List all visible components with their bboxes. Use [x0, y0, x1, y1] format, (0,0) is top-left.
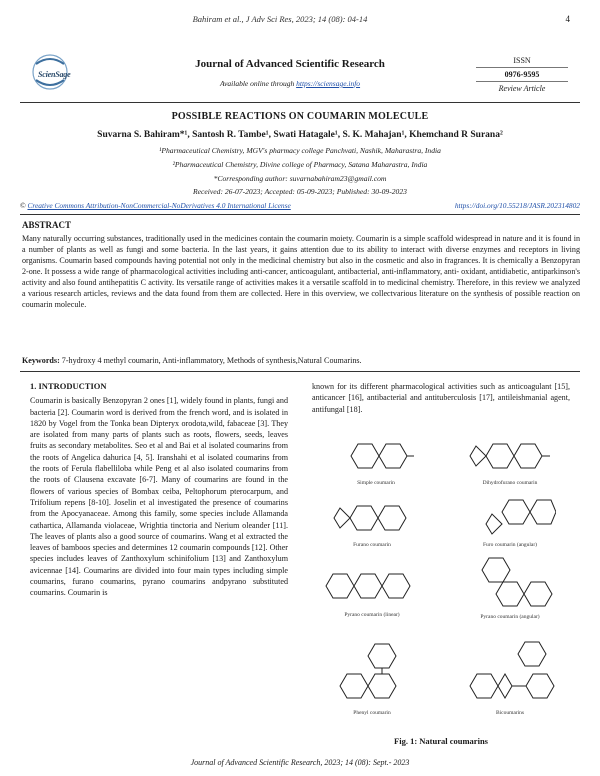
license-row: [20, 201, 580, 210]
article-dates: Received: 26-07-2023; Accepted: 05-09-2023; Published: 30-09-2023: [193, 187, 407, 196]
introduction-column: [30, 381, 288, 599]
license-link[interactable]: Creative Commons Attribution-NonCommercial-NoDerivatives 4.0 International License: [27, 201, 291, 210]
right-column-text: [312, 381, 570, 415]
availability-prefix: Available online through: [219, 79, 297, 88]
abstract-bottom-divider: [20, 371, 580, 372]
bicoumarin-structure: [462, 632, 562, 706]
corresponding-author: *Corresponding author: suvarnabahiram23@gmail.com: [213, 174, 387, 183]
author-list: Suvarna S. Bahiram*¹, Santosh R. Tambe¹, Swati Hatagale¹, S. K. Mahajan¹, Khemchand R Surana²: [97, 130, 503, 140]
simple-coumarin-structure: [336, 436, 416, 476]
keywords-text: 7-hydroxy 4 methyl coumarin, Anti-inflammatory, Methods of synthesis,Natural Coumarins.: [59, 356, 362, 365]
header-divider: [20, 102, 580, 103]
abstract-heading: ABSTRACT: [22, 220, 72, 230]
keywords-label: Keywords:: [22, 356, 60, 365]
dihydrofurano-coumarin-structure: [462, 436, 558, 476]
issn-label: ISSN: [476, 54, 568, 68]
availability-line: [110, 79, 470, 88]
natural-coumarins-figure: [312, 432, 570, 724]
phenyl-coumarin-structure: [328, 642, 418, 706]
keywords-line: [22, 356, 580, 365]
section-heading: 1. INTRODUCTION: [30, 381, 107, 391]
intro-continuation: known for its different pharmacological activities such as anticoagulant [15], anticancer [16], antibacterial and antituberculosis [17], antileishmanial agent, antifungal [18].: [312, 382, 570, 414]
intro-paragraph: Coumarin is basically Benzopyran 2 ones [1], widely found in plants, fungi and bacteria [2]. Coumarin word is derived from the french word, and is isolated in 1820 by Vogel from the Tonka bean Dipteryx orodota,wild, fabaceae [3]. They are isolated from many parts of plants such as roots, flowers, seeds, leaves fruits as secondary metabolites. Seo et al and Bai et al isolated coumarins from the roots of Angelica dahurica [4, 5]. Iranshahi et al isolated coumarins from the roots of Ferula flabelliloba while Peng et al also isolated coumarins from the roots of Clausena excavate [6-7]. Many of coumarins are found in the flowers of various species of Bombax ceiba, Peltophorum pterocarpum, and Trifolium repens [8-10]. Joselin et al investigated the presence of coumarins from the Apocyanaceae. Among this family, some species include Allamanda cathartica, Allamanda violaceae, Wrightia tinctoria and Nerium oleander [11]. The leaves of plants also a good source of coumarins. Wang et al extracted the leaves of bamboos species and determines 12 coumarin compounds [12]. Other species includes leaves of Zanthoxylum schinifolium [13] and Zanthoxylum avicennae [14]. Coumarins are divided into four main types including simple coumarins, furano coumarins, pyrano coumarins andpyrano substituted coumarins. Coumarin is: [30, 396, 288, 598]
affiliation-2: ²Pharmaceutical Chemistry, Divine college of Pharmacy, Satana Maharastra, India: [172, 160, 428, 169]
label-furo-coumarin-angular: Furo coumarin (angular): [482, 542, 538, 548]
label-dihydrofurano-coumarin: Dihydrofurano coumarin: [482, 480, 538, 486]
pyrano-coumarin-linear-structure: [316, 564, 432, 608]
running-head: Bahiram et al., J Adv Sci Res, 2023; 14 (08): 04-14: [192, 14, 368, 24]
abstract-text: Many naturally occurring substances, traditionally used in the medicines contain the coumarin moiety. Coumarin is a simple scaffold widespread in nature and it is found in a number of plants as well as fungi and some bacteria. In the last years, it gains attention due to its ability to interact with diverse enzymes and receptors in living organisms. Coumarin based compounds having potential not only in the medicinal chemistry but also in the cosmetic and also in fragrances. It is chemically a Benzopyran 2-one. It possess a wide range of pharmacological activities including anti-cancer, anticoagulant, antibacterial, anti-inflammatory, anti- oxidant, antidiabetic, antiparkinson's activity and also found antihepatitis C activity. Its versatile range of activities makes it a versatile scaffold in to medicinal chemistry. Therefore, in this review we analyzed a various research articles, reviews and the data found from them are collected. Here in this overview, we collectvarious literature on the synthesis of possible reaction on coumarin molecule.: [22, 234, 580, 309]
label-simple-coumarin: Simple coumarin: [357, 480, 395, 486]
issn-box: [476, 54, 568, 95]
label-phenyl-coumarin: Phenyl coumarin: [353, 710, 391, 716]
article-type: Review Article: [498, 84, 546, 93]
page-number: 4: [565, 14, 570, 24]
label-furano-coumarin: Furano coumarin: [353, 542, 391, 548]
pyrano-coumarin-angular-structure: [462, 556, 562, 612]
cc-icon: ©: [20, 201, 28, 210]
journal-title: Journal of Advanced Scientific Research: [195, 58, 385, 70]
issn-value: 0976-9595: [476, 68, 568, 82]
furo-coumarin-angular-structure: [472, 490, 556, 540]
affiliation-1: ¹Pharmaceutical Chemistry, MGV's pharmacy college Panchvati, Nashik, Maharastra, India: [159, 146, 441, 155]
doi-link[interactable]: https://doi.org/10.55218/JASR.202314802: [454, 201, 580, 210]
publisher-logo-text: ScienSage: [38, 70, 71, 79]
figure-caption: Fig. 1: Natural coumarins: [394, 736, 488, 746]
label-bicoumarins: Bicoumarins: [495, 710, 525, 716]
paper-title: POSSIBLE REACTIONS ON COUMARIN MOLECULE: [171, 111, 429, 122]
page-footer: Journal of Advanced Scientific Research, 2023; 14 (08): Sept.- 2023: [190, 758, 410, 767]
label-pyrano-coumarin-linear: Pyrano coumarin (linear): [344, 612, 400, 618]
abstract-top-divider: [20, 214, 580, 215]
furano-coumarin-structure: [328, 496, 424, 540]
journal-url-link[interactable]: https://sciensage.info: [296, 79, 361, 88]
label-pyrano-coumarin-angular: Pyrano coumarin (angular): [480, 614, 540, 620]
